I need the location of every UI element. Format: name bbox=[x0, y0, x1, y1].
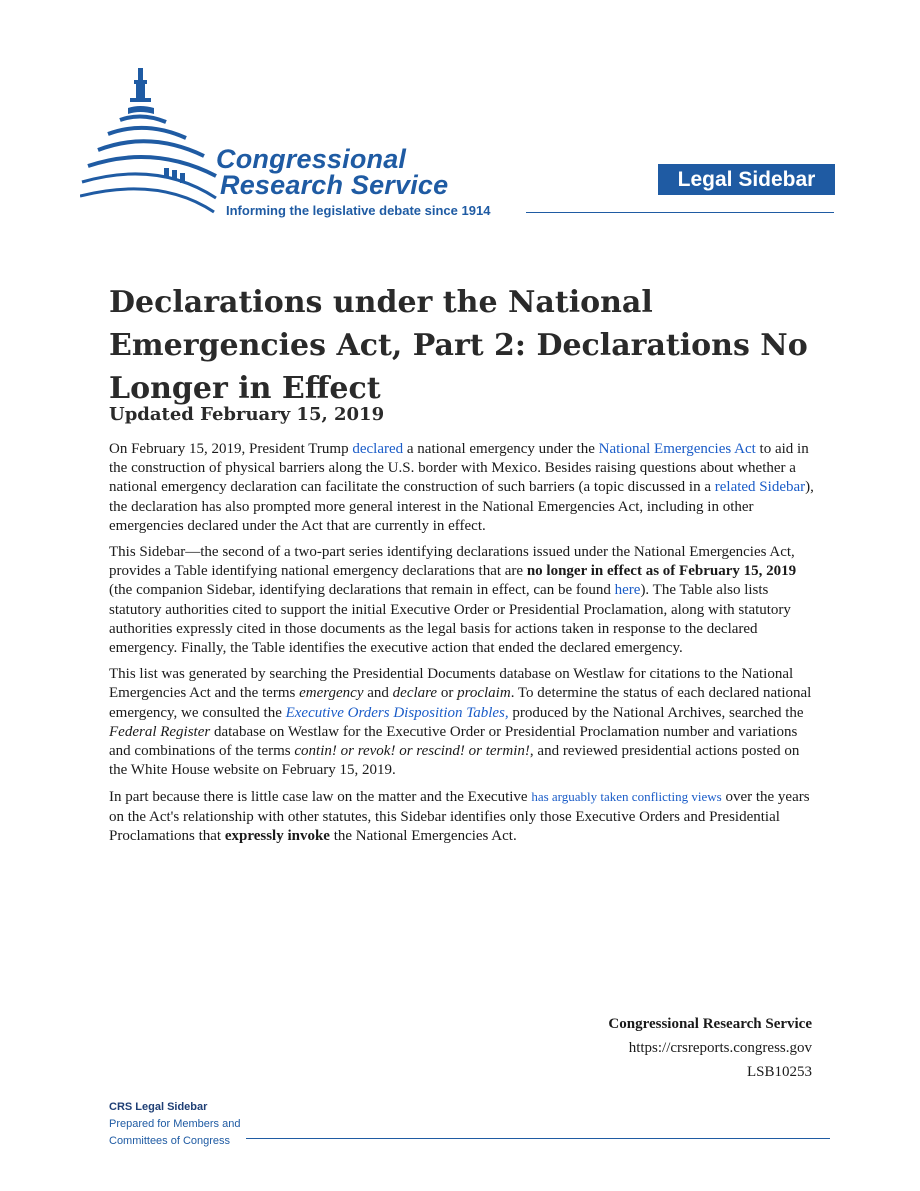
footer-info bbox=[608, 1012, 812, 1084]
footer-url: https://crsreports.congress.gov bbox=[628, 1040, 812, 1056]
footer-left-title: CRS Legal Sidebar bbox=[109, 1101, 208, 1113]
updated-date: Updated February 15, 2019 bbox=[109, 404, 385, 425]
declared-link[interactable]: declared bbox=[352, 441, 404, 457]
text-run: (the companion Sidebar, identifying declarations that remain in effect, can be found bbox=[109, 582, 615, 599]
crs-logo bbox=[80, 64, 840, 224]
footer-report-id: LSB10253 bbox=[746, 1064, 812, 1080]
text-run: This Sidebar—the second of a two-part series identifying declarations issued under the National Emergencies Act, provides a Table identifying national emergency declarations that are bbox=[109, 544, 795, 580]
text-run: a national emergency under the bbox=[403, 441, 599, 457]
executive-orders-disposition-tables-link[interactable]: Executive Orders Disposition Tables, bbox=[285, 704, 509, 721]
text-run: On February 15, 2019, President Trump bbox=[109, 441, 353, 457]
text-run: to aid in the construction of physical barriers along the U.S. border with Mexico. Besides raising questions about whether a national emergency declaration can facilitate the construction of such barriers (a topic discussed in a bbox=[109, 441, 809, 496]
italic-run: emergency bbox=[299, 685, 364, 702]
text-run: . To determine the status of each declared national emergency, we consulted the bbox=[109, 685, 812, 721]
text-run: ). The Table also lists statutory authorities cited to support the initial Executive Order or Presidential Proclamation, along with statutory authorities expressly cited in those documents as the legal basis for actions taken in response to the declared emergency. Finally, the Table identifies the executive action that ended the declared emergency. bbox=[109, 582, 791, 657]
national-emergencies-act-link[interactable]: National Emergencies Act bbox=[598, 441, 756, 457]
text-run: produced by the National Archives, searched the bbox=[508, 704, 804, 721]
italic-run: proclaim bbox=[457, 685, 511, 702]
document-title: Declarations under the National Emergencies Act, Part 2: Declarations No Longer in Effect bbox=[109, 285, 808, 406]
footer-org: Congressional Research Service bbox=[608, 1016, 812, 1032]
header-rule bbox=[526, 212, 834, 213]
text-run: and bbox=[363, 685, 393, 702]
text-run: database on Westlaw for the Executive Order or Presidential Proclamation number and variations and combinations of the terms bbox=[109, 723, 798, 760]
paragraph-3 bbox=[109, 665, 817, 780]
text-run: or bbox=[437, 685, 458, 702]
logo-text-line1: Congressional bbox=[216, 144, 407, 174]
italic-run: contin! or revok! or rescind! or termin! bbox=[294, 743, 530, 760]
capitol-dome-icon bbox=[80, 64, 220, 214]
footer-rule bbox=[246, 1138, 830, 1139]
footer-crs-label bbox=[109, 1099, 240, 1150]
italic-run: declare bbox=[392, 685, 438, 702]
document-body bbox=[109, 440, 817, 853]
logo-text-line2: Research Service bbox=[220, 170, 449, 200]
bold-run: no longer in effect as of February 15, 2019 bbox=[526, 563, 797, 580]
text-run: over the years on the Act's relationship with other statutes, this Sidebar identifies only those Executive Orders and Presidential Proclamations that bbox=[109, 789, 810, 844]
text-run: This list was generated by searching the Presidential Documents database on Westlaw for citations to the National Emergencies Act and the terms bbox=[109, 666, 794, 702]
related-sidebar-link[interactable]: related Sidebar bbox=[714, 479, 806, 496]
paragraph-2 bbox=[109, 543, 817, 658]
footer-left-line2: Committees of Congress bbox=[109, 1135, 231, 1147]
text-run: , and reviewed presidential actions posted on the White House website on February 15, 2019. bbox=[109, 743, 800, 779]
logo-tagline: Informing the legislative debate since 1914 bbox=[226, 203, 491, 218]
text-run: the National Emergencies Act. bbox=[329, 827, 517, 844]
text-run: ), the declaration has also prompted more general interest in the National Emergencies Act, including in other emergencies declared under the Act that are currently in effect. bbox=[109, 479, 814, 534]
text-run: In part because there is little case law on the matter and the Executive bbox=[109, 789, 532, 806]
bold-run: expressly invoke bbox=[224, 827, 330, 844]
conflicting-views-link[interactable]: has arguably taken conflicting views bbox=[531, 789, 722, 805]
legal-sidebar-badge: Legal Sidebar bbox=[658, 164, 835, 195]
paragraph-4 bbox=[109, 787, 817, 846]
footer-left-line1: Prepared for Members and bbox=[109, 1118, 241, 1130]
italic-run: Federal Register bbox=[109, 723, 211, 740]
here-link[interactable]: here bbox=[614, 582, 641, 599]
paragraph-1 bbox=[109, 440, 817, 536]
